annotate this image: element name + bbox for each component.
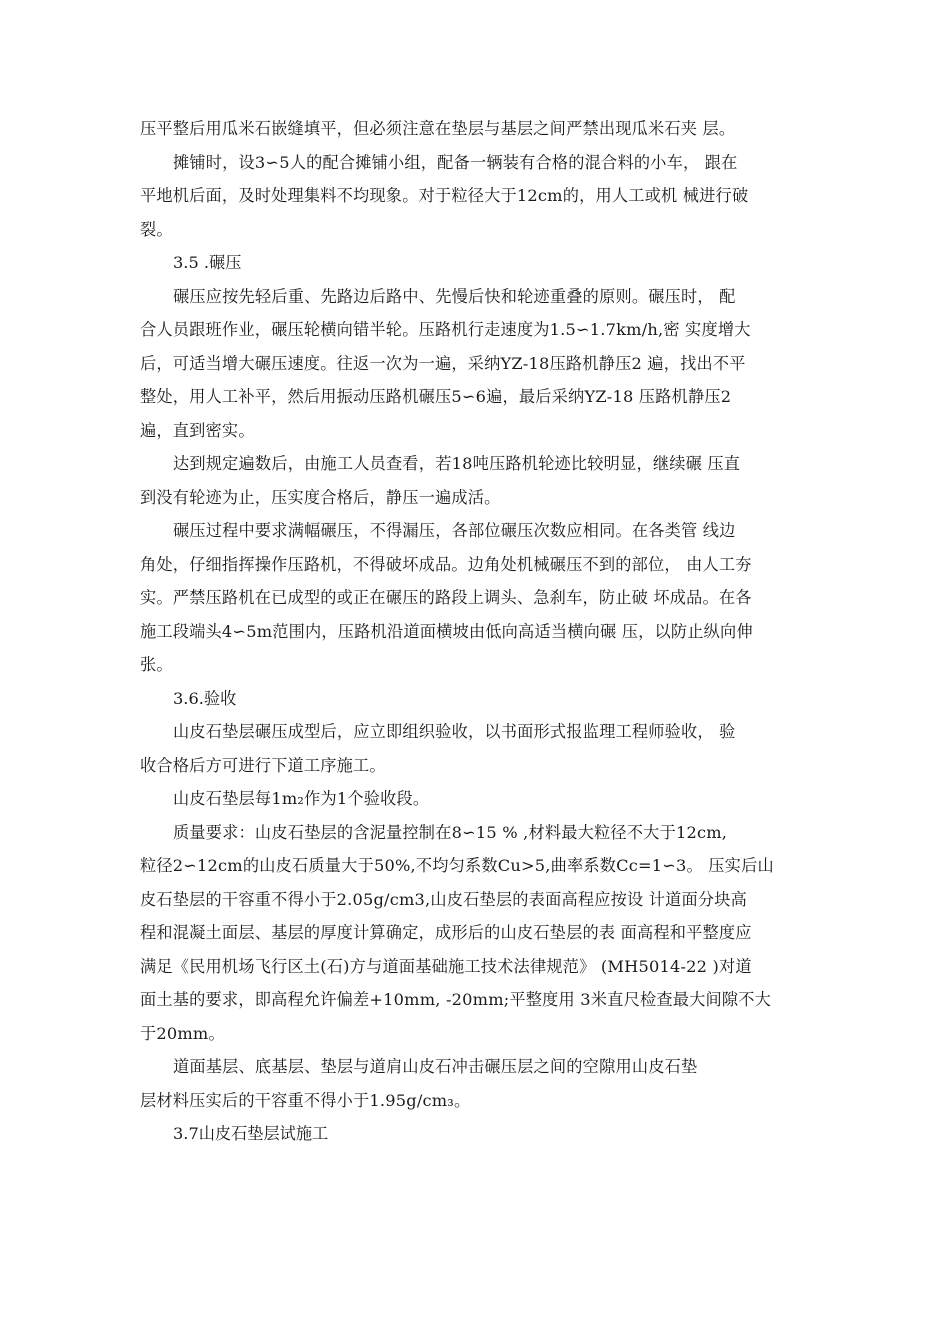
text-line: 满足《民用机场飞行区土(石)方与道面基础施工技术法律规范》 (MH5014-22 )对道 [140,956,752,976]
paragraph [140,514,822,682]
paragraph [140,816,822,1051]
text-line: 达到规定遍数后，由施工人员查看，若18吨压路机轮迹比较明显，继续碾 压直 [173,454,741,473]
document-page [140,112,822,1151]
text-line: 山皮石垫层每1m₂作为1个验收段。 [173,789,430,808]
text-line: 合人员跟班作业，碾压轮横向错半轮。压路机行走速度为1.5∽1.7km/h,密 实度增大 [140,320,751,339]
text-line: 遍，直到密实。 [140,420,255,440]
paragraph [140,447,822,514]
paragraph [140,782,822,816]
paragraph [140,280,822,448]
text-line: 质量要求：山皮石垫层的含泥量控制在8∽15 % ,材料最大粒径不大于12cm, [173,822,728,842]
text-line: 道面基层、底基层、垫层与道肩山皮石冲击碾压层之间的空隙用山皮石垫 [173,1057,698,1076]
text-line: 压平整后用瓜米石嵌缝填平，但必须注意在垫层与基层之间严禁出现瓜米石夹 层。 [140,119,736,138]
text-line: 整处，用人工补平，然后用振动压路机碾压5∽6遍，最后采纳YZ-18 压路机静压2 [140,387,732,406]
paragraph [140,1050,822,1117]
text-line: 施工段端头4∽5m范围内，压路机沿道面横坡由低向高适当横向碾 压，以防止纵向伸 [140,621,753,641]
text-line: 碾压应按先轻后重、先路边后路中、先慢后快和轮迹重叠的原则。碾压时， 配 [173,286,736,306]
text-line: 程和混凝土面层、基层的厚度计算确定，成形后的山皮石垫层的表 面高程和平整度应 [140,923,752,942]
text-line: 张。 [140,655,173,674]
text-line: 收合格后方可进行下道工序施工。 [140,755,386,775]
text-line: 后，可适当增大碾压速度。往返一次为一遍，采纳YZ-18压路机静压2 遍，找出不平 [140,353,746,373]
section-heading: 3.5 .碾压 [173,253,242,272]
text-line: 裂。 [140,219,173,239]
section-heading: 3.7山皮石垫层试施工 [173,1124,329,1143]
text-line: 层材料压实后的干容重不得小于1.95g/cm₃。 [140,1090,471,1110]
paragraph [140,715,822,782]
text-line: 实。严禁压路机在已成型的或正在碾压的路段上调头、急刹车，防止破 坏成品。在各 [140,588,752,607]
text-line: 面土基的要求，即高程允许偏差+10mm, -20mm;平整度用 3米直尺检查最大间隙不大 [140,990,772,1009]
text-line: 到没有轮迹为止，压实度合格后，静压一遍成活。 [140,487,501,507]
text-line: 碾压过程中要求满幅碾压，不得漏压，各部位碾压次数应相同。在各类管 线边 [173,521,736,540]
text-line: 摊铺时，设3∽5人的配合摊铺小组，配备一辆装有合格的混合料的小车， 跟在 [173,152,738,172]
text-line: 角处，仔细指挥操作压路机，不得破坏成品。边角处机械碾压不到的部位， 由人工夯 [140,554,752,574]
paragraph [140,146,822,247]
text-line: 于20mm。 [140,1023,225,1043]
section-heading: 3.6.验收 [173,688,237,708]
text-line: 平地机后面，及时处理集料不均现象。对于粒径大于12cm的，用人工或机 械进行破 [140,186,749,205]
paragraph [140,112,822,146]
text-line: 山皮石垫层碾压成型后，应立即组织验收，以书面形式报监理工程师验收， 验 [173,722,736,741]
text-line: 皮石垫层的干容重不得小于2.05g/cm3,山皮石垫层的表面高程应按设 计道面分块高 [140,889,748,909]
text-line: 粒径2∽12cm的山皮石质量大于50%,不均匀系数Cu>5,曲率系数Cc=1∽3。 压实后山 [140,856,774,875]
